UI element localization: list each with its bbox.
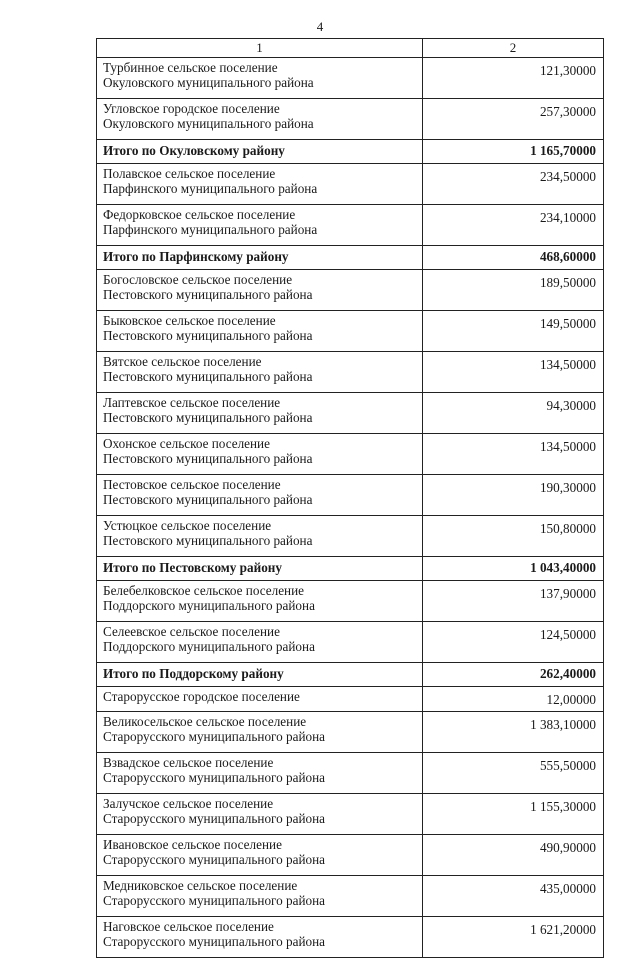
name-line-1: Итого по Пестовскому району (103, 560, 282, 575)
name-line-2: Парфинского муниципального района (103, 181, 318, 196)
table-row (97, 581, 604, 622)
amount-cell: 1 621,20000 (423, 917, 604, 958)
amount-cell: 121,30000 (423, 58, 604, 99)
total-row (97, 557, 604, 581)
settlement-name-cell (97, 311, 423, 352)
name-line-2: Окуловского муниципального района (103, 75, 314, 90)
name-line-2: Старорусского муниципального района (103, 934, 326, 949)
table-row (97, 835, 604, 876)
table-row (97, 393, 604, 434)
name-line-1: Залучское сельское поселение (103, 796, 274, 811)
name-line-1: Устюцкое сельское поселение (103, 518, 272, 533)
amount-cell: 1 043,40000 (423, 557, 604, 581)
table-row (97, 311, 604, 352)
settlement-name-cell (97, 687, 423, 712)
table-row (97, 876, 604, 917)
table-row (97, 352, 604, 393)
settlement-name-cell (97, 557, 423, 581)
settlement-name-cell (97, 58, 423, 99)
name-line-1: Лаптевское сельское поселение (103, 395, 281, 410)
settlement-name-cell (97, 622, 423, 663)
table-row (97, 164, 604, 205)
settlement-name-cell (97, 516, 423, 557)
name-line-2: Парфинского муниципального района (103, 222, 318, 237)
name-line-1: Белебелковское сельское поселение (103, 583, 305, 598)
settlement-name-cell (97, 205, 423, 246)
table-row (97, 687, 604, 712)
settlement-name-cell (97, 352, 423, 393)
settlement-name-cell (97, 140, 423, 164)
settlement-name-cell (97, 246, 423, 270)
name-line-2: Поддорского муниципального района (103, 639, 315, 654)
table-row (97, 516, 604, 557)
page-number: 4 (316, 19, 324, 34)
amount-cell: 12,00000 (423, 687, 604, 712)
name-line-1: Полавское сельское поселение (103, 166, 276, 181)
amount-cell: 150,80000 (423, 516, 604, 557)
settlement-name-cell (97, 270, 423, 311)
name-line-1: Охонское сельское поселение (103, 436, 270, 451)
name-line-2: Пестовского муниципального района (103, 287, 313, 302)
name-line-1: Федорковское сельское поселение (103, 207, 296, 222)
amount-cell: 468,60000 (423, 246, 604, 270)
table-row (97, 99, 604, 140)
settlement-name-cell (97, 434, 423, 475)
settlement-name-cell (97, 393, 423, 434)
total-row (97, 140, 604, 164)
amount-cell: 190,30000 (423, 475, 604, 516)
settlement-name-cell (97, 581, 423, 622)
amount-cell: 1 155,30000 (423, 794, 604, 835)
name-line-1: Богословское сельское поселение (103, 272, 293, 287)
name-line-1: Итого по Окуловскому району (103, 143, 285, 158)
name-line-2: Старорусского муниципального района (103, 852, 326, 867)
column-header-2: 2 (423, 39, 604, 58)
name-line-1: Селеевское сельское поселение (103, 624, 280, 639)
amount-cell: 234,10000 (423, 205, 604, 246)
name-line-2: Старорусского муниципального района (103, 729, 326, 744)
name-line-1: Старорусское городское поселение (103, 689, 300, 704)
settlement-name-cell (97, 753, 423, 794)
name-line-1: Медниковское сельское поселение (103, 878, 298, 893)
amount-cell: 94,30000 (423, 393, 604, 434)
settlement-name-cell (97, 99, 423, 140)
name-line-1: Вятское сельское поселение (103, 354, 262, 369)
amount-cell: 262,40000 (423, 663, 604, 687)
name-line-2: Пестовского муниципального района (103, 410, 313, 425)
table-row (97, 475, 604, 516)
name-line-1: Наговское сельское поселение (103, 919, 274, 934)
settlement-name-cell (97, 794, 423, 835)
table-row (97, 753, 604, 794)
amount-cell: 1 383,10000 (423, 712, 604, 753)
name-line-1: Угловское городское поселение (103, 101, 280, 116)
amount-cell: 257,30000 (423, 99, 604, 140)
amount-cell: 490,90000 (423, 835, 604, 876)
amount-cell: 555,50000 (423, 753, 604, 794)
table-row (97, 58, 604, 99)
name-line-1: Итого по Поддорскому району (103, 666, 284, 681)
name-line-2: Поддорского муниципального района (103, 598, 315, 613)
name-line-2: Старорусского муниципального района (103, 811, 326, 826)
amount-cell: 435,00000 (423, 876, 604, 917)
amount-cell: 137,90000 (423, 581, 604, 622)
settlement-name-cell (97, 917, 423, 958)
name-line-1: Быковское сельское поселение (103, 313, 276, 328)
amount-cell: 149,50000 (423, 311, 604, 352)
name-line-2: Пестовского муниципального района (103, 533, 313, 548)
name-line-2: Пестовского муниципального района (103, 451, 313, 466)
total-row (97, 246, 604, 270)
settlement-name-cell (97, 712, 423, 753)
table-row (97, 205, 604, 246)
settlement-name-cell (97, 475, 423, 516)
name-line-2: Старорусского муниципального района (103, 893, 326, 908)
table-row (97, 712, 604, 753)
name-line-2: Пестовского муниципального района (103, 369, 313, 384)
name-line-1: Ивановское сельское поселение (103, 837, 282, 852)
table-row (97, 917, 604, 958)
table-row (97, 794, 604, 835)
allocation-table (96, 38, 604, 958)
table-row (97, 434, 604, 475)
table-header-row (97, 39, 604, 58)
name-line-1: Итого по Парфинскому району (103, 249, 289, 264)
name-line-1: Пестовское сельское поселение (103, 477, 281, 492)
amount-cell: 134,50000 (423, 352, 604, 393)
name-line-2: Пестовского муниципального района (103, 328, 313, 343)
amount-cell: 234,50000 (423, 164, 604, 205)
table-row (97, 270, 604, 311)
settlement-name-cell (97, 876, 423, 917)
settlement-name-cell (97, 835, 423, 876)
name-line-2: Старорусского муниципального района (103, 770, 326, 785)
amount-cell: 124,50000 (423, 622, 604, 663)
column-header-1: 1 (97, 39, 423, 58)
name-line-1: Великосельское сельское поселение (103, 714, 307, 729)
name-line-1: Взвадское сельское поселение (103, 755, 274, 770)
amount-cell: 189,50000 (423, 270, 604, 311)
name-line-2: Пестовского муниципального района (103, 492, 313, 507)
settlement-name-cell (97, 663, 423, 687)
name-line-2: Окуловского муниципального района (103, 116, 314, 131)
total-row (97, 663, 604, 687)
table-row (97, 622, 604, 663)
amount-cell: 134,50000 (423, 434, 604, 475)
settlement-name-cell (97, 164, 423, 205)
amount-cell: 1 165,70000 (423, 140, 604, 164)
name-line-1: Турбинное сельское поселение (103, 60, 278, 75)
